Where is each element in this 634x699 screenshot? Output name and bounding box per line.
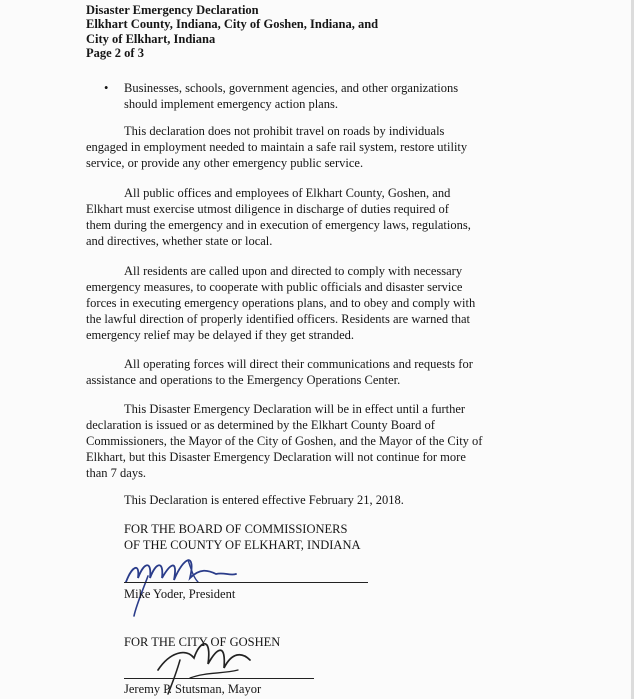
paragraph-line: Commissioners, the Mayor of the City of Goshen, and the Mayor of the City of	[86, 434, 483, 448]
header-title: Disaster Emergency Declaration	[86, 3, 259, 17]
paragraph-line: than 7 days.	[86, 466, 147, 480]
signature-mike-yoder-icon	[118, 548, 248, 618]
paragraph-line: All residents are called upon and directed to comply with necessary	[124, 264, 463, 278]
paragraph-line: them during the emergency and in execution of emergency laws, regulations,	[86, 218, 471, 232]
paragraph-public-offices	[86, 185, 556, 249]
header-city: City of Elkhart, Indiana	[86, 32, 216, 46]
paragraph-line: forces in executing emergency operations plans, and to obey and comply with	[86, 296, 476, 310]
paragraph-line: engaged in employment needed to maintain a safe rail system, restore utility	[86, 140, 468, 154]
paragraph-line: This Disaster Emergency Declaration will be in effect until a further	[124, 402, 466, 416]
board-heading-line: OF THE COUNTY OF ELKHART, INDIANA	[124, 538, 361, 552]
board-heading-line: FOR THE BOARD OF COMMISSIONERS	[124, 522, 348, 536]
paragraph-line: assistance and operations to the Emergency Operations Center.	[86, 373, 401, 387]
goshen-signer-name: Jeremy P. Stutsman, Mayor	[124, 682, 262, 696]
paragraph-line: and directives, whether state or local.	[86, 234, 273, 248]
paragraph-line: This Declaration is entered effective February 21, 2018.	[124, 493, 404, 507]
paragraph-line: All public offices and employees of Elkhart County, Goshen, and	[124, 186, 451, 200]
paragraph-line: All operating forces will direct their communications and requests for	[124, 357, 473, 371]
board-signer-name: Mike Yoder, President	[124, 587, 236, 601]
goshen-heading: FOR THE CITY OF GOSHEN	[124, 635, 281, 649]
paragraph-line: emergency relief may be delayed if they get stranded.	[86, 328, 355, 342]
header-jurisdictions: Elkhart County, Indiana, City of Goshen, Indiana, and	[86, 17, 379, 31]
bullet-icon: •	[104, 81, 109, 95]
paragraph-line: the lawful direction of properly identified officers. Residents are warned that	[86, 312, 471, 326]
paragraph-duration	[86, 401, 556, 481]
paragraph-line: service, or provide any other emergency public service.	[86, 156, 364, 170]
paragraph-line: Elkhart, but this Disaster Emergency Declaration will not continue for more	[86, 450, 466, 464]
paragraph-line: emergency measures, to cooperate with public officials and disaster service	[86, 280, 463, 294]
signature-line-goshen	[124, 678, 314, 679]
paragraph-travel	[86, 123, 556, 171]
paragraph-line: This declaration does not prohibit travel on roads by individuals	[124, 124, 445, 138]
paragraph-line: declaration is issued or as determined by the Elkhart County Board of	[86, 418, 435, 432]
bullet-line: Businesses, schools, government agencies, and other organizations	[124, 81, 459, 95]
paragraph-line: Elkhart must exercise utmost diligence in discharge of duties required of	[86, 202, 449, 216]
bullet-line: should implement emergency action plans.	[124, 97, 338, 111]
header-page-number: Page 2 of 3	[86, 46, 144, 60]
signature-line-board	[124, 582, 368, 583]
paragraph-effective-date	[86, 492, 556, 508]
paragraph-operating-forces	[86, 356, 556, 388]
paragraph-residents	[86, 263, 556, 343]
